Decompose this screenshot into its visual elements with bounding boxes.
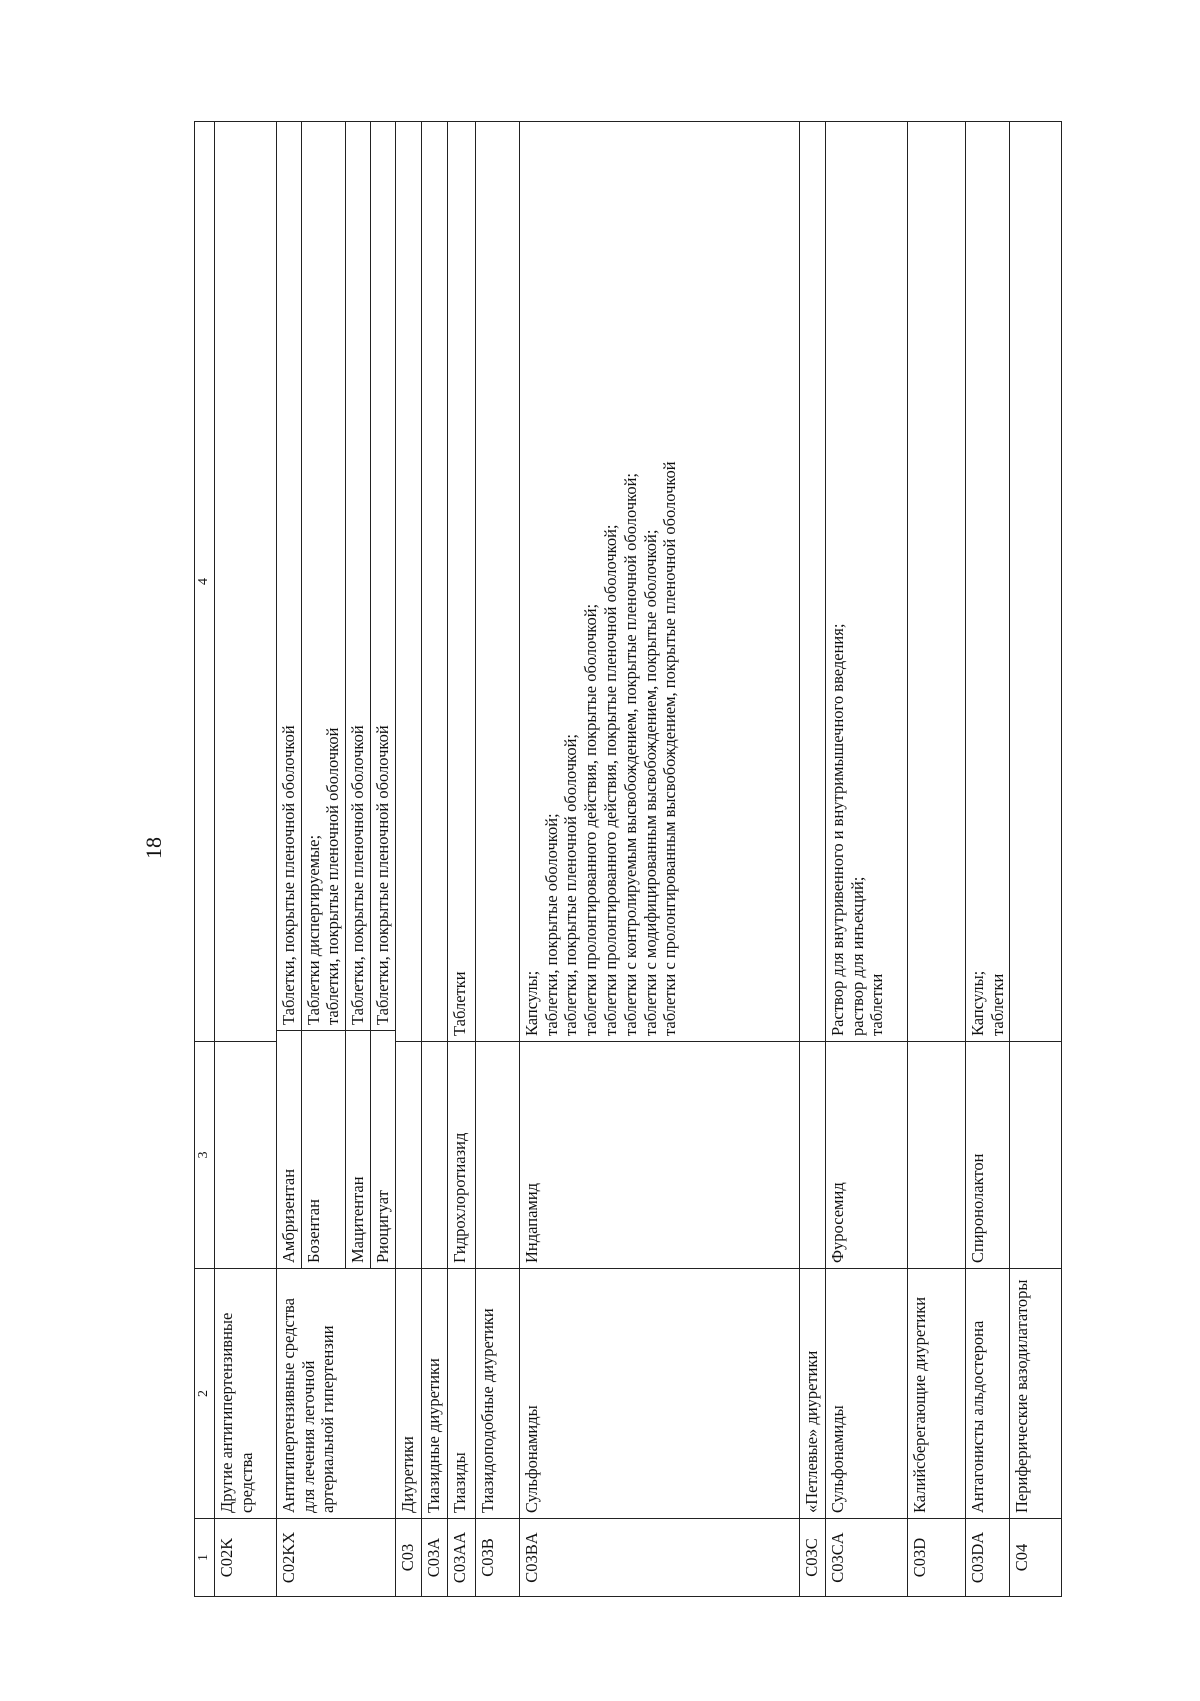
drug-name-cell: Бозентан — [301, 1031, 346, 1269]
drug-subrow — [301, 122, 346, 1268]
drug-table — [194, 121, 1062, 1597]
column-header: 4 — [195, 122, 215, 1042]
dosage-forms-cell: Таблетки, покрытые пленочной оболочкой — [370, 122, 394, 1031]
drug-name-cell — [907, 1042, 965, 1269]
drug-subrow — [277, 122, 301, 1268]
dosage-forms-cell: Таблетки диспергируемые; таблетки, покрытые пленочной оболочкой — [301, 122, 346, 1031]
atc-code-cell: C03 — [395, 1519, 421, 1597]
dosage-forms-cell: Таблетки — [447, 122, 475, 1042]
page-number: 18 — [141, 837, 166, 859]
drug-name-cell: Амбризентан — [277, 1031, 301, 1269]
drug-name-cell: Мацитентан — [346, 1031, 371, 1269]
dosage-forms-cell — [214, 122, 276, 1042]
table-row — [475, 122, 519, 1597]
atc-code-cell: C03B — [475, 1519, 519, 1597]
group-cell: Тиазиды — [447, 1269, 475, 1519]
drug-list-cell — [276, 122, 395, 1269]
dosage-forms-cell — [475, 122, 519, 1042]
dosage-forms-cell: Капсулы; таблетки, покрытые оболочкой; таблетки, покрытые пленочной оболочкой; таблетки пролонгированного действия, покрытые оболочкой; таблетки пролонгированного действия, покрытые пленочной оболочкой; таблетки с контролируемым высвобождением, покрытые пленочной оболочкой; таблетки с модифицированным высвобождением, покрытые оболочкой; таблетки с пролонгированным высвобождением, покрытые пленочной оболочкой — [519, 122, 799, 1042]
atc-code-cell: C02K — [214, 1519, 276, 1597]
dosage-forms-cell: Таблетки, покрытые пленочной оболочкой — [346, 122, 371, 1031]
group-cell: Калийсберегающие диуретики — [907, 1269, 965, 1519]
column-header: 1 — [195, 1519, 215, 1597]
dosage-forms-cell — [421, 122, 447, 1042]
header-row — [195, 122, 215, 1597]
drug-name-cell: Индапамид — [519, 1042, 799, 1269]
table-row — [1010, 122, 1062, 1597]
group-cell: Тиазидные диуретики — [421, 1269, 447, 1519]
table-row — [395, 122, 421, 1597]
drug-name-cell — [475, 1042, 519, 1269]
dosage-forms-cell — [799, 122, 825, 1042]
table-row — [447, 122, 475, 1597]
drug-name-cell — [421, 1042, 447, 1269]
dosage-forms-cell — [907, 122, 965, 1042]
atc-code-cell: C03C — [799, 1519, 825, 1597]
table-row — [276, 122, 395, 1597]
atc-code-cell: C03AA — [447, 1519, 475, 1597]
atc-code-cell: C03CA — [825, 1519, 907, 1597]
atc-code-cell: C02KX — [276, 1519, 395, 1597]
atc-code-cell: C03D — [907, 1519, 965, 1597]
group-cell: Сульфонамиды — [825, 1269, 907, 1519]
drug-name-cell: Спиронолактон — [965, 1042, 1010, 1269]
drug-name-cell: Фуросемид — [825, 1042, 907, 1269]
atc-code-cell: C03BA — [519, 1519, 799, 1597]
drug-name-cell: Риоцигуат — [370, 1031, 394, 1269]
table-row — [907, 122, 965, 1597]
group-cell: Тиазидоподобные диуретики — [475, 1269, 519, 1519]
dosage-forms-cell: Раствор для внутривенного и внутримышечного введения; раствор для инъекций; таблетки — [825, 122, 907, 1042]
table-row — [799, 122, 825, 1597]
group-cell: Другие антигипертензивные средства — [214, 1269, 276, 1519]
group-cell: «Петлевые» диуретики — [799, 1269, 825, 1519]
table-row — [965, 122, 1010, 1597]
atc-code-cell: C04 — [1010, 1519, 1062, 1597]
drug-name-cell — [214, 1042, 276, 1269]
table-row — [825, 122, 907, 1597]
atc-code-cell: C03A — [421, 1519, 447, 1597]
drug-subrow — [346, 122, 371, 1268]
group-cell: Сульфонамиды — [519, 1269, 799, 1519]
dosage-forms-cell — [1010, 122, 1062, 1042]
column-header: 3 — [195, 1042, 215, 1269]
group-cell: Периферические вазодилататоры — [1010, 1269, 1062, 1519]
table-row — [421, 122, 447, 1597]
group-cell: Антигипертензивные средства для лечения легочной артериальной гипертензии — [276, 1269, 395, 1519]
dosage-forms-cell: Таблетки, покрытые пленочной оболочкой — [278, 725, 298, 1025]
dosage-forms-cell — [395, 122, 421, 1042]
table-row — [214, 122, 276, 1597]
group-cell: Диуретики — [395, 1269, 421, 1519]
column-header: 2 — [195, 1269, 215, 1519]
table-body — [195, 122, 1062, 1597]
drug-subrow — [370, 122, 394, 1268]
group-cell: Антагонисты альдостерона — [965, 1269, 1010, 1519]
drug-name-cell — [1010, 1042, 1062, 1269]
drug-name-cell — [799, 1042, 825, 1269]
drug-subtable — [277, 122, 395, 1268]
drug-name-cell — [395, 1042, 421, 1269]
table-row — [519, 122, 799, 1597]
rotated-table-container — [194, 122, 1064, 1597]
atc-code-cell: C03DA — [965, 1519, 1010, 1597]
dosage-forms-cell: Капсулы; таблетки — [965, 122, 1010, 1042]
drug-name-cell: Гидрохлоротиазид — [447, 1042, 475, 1269]
